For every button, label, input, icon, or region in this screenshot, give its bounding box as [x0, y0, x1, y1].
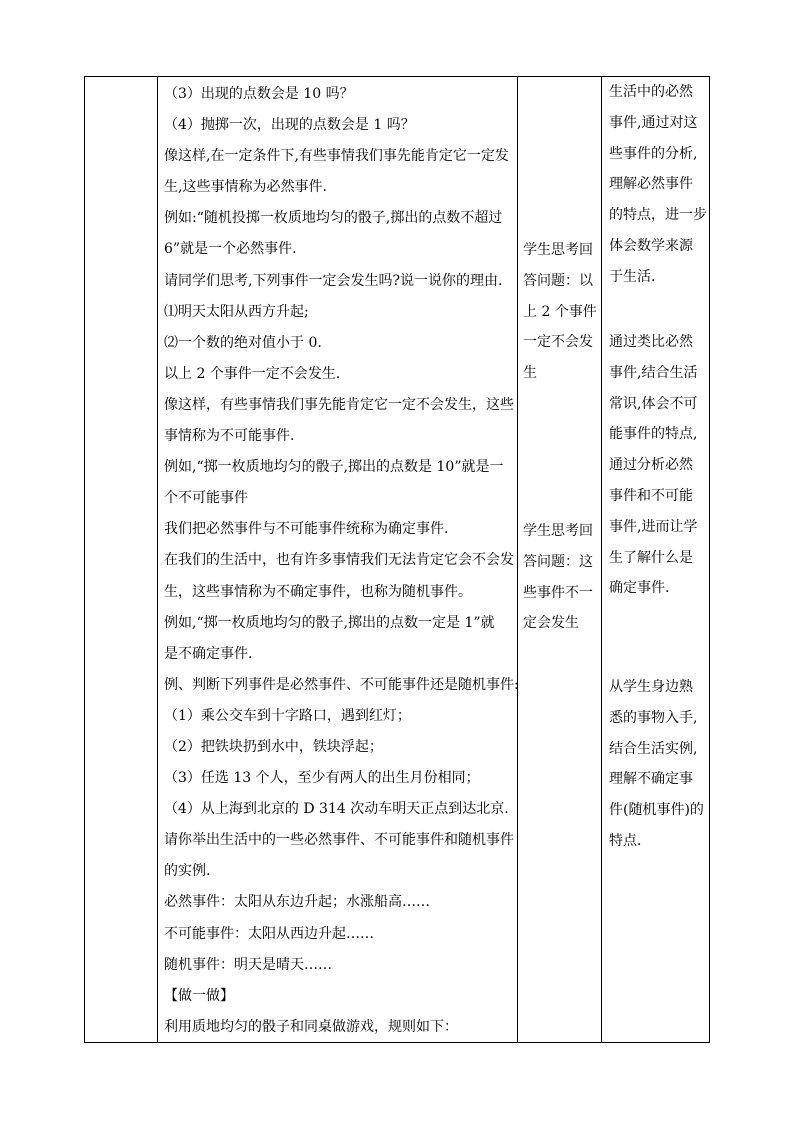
note-line: 生活中的必然 [609, 84, 693, 100]
content-line: 是不确定事件. [164, 645, 253, 662]
note-line: 件(随机事件)的 [609, 802, 704, 819]
content-line: ⑴明天太阳从西方升起; [164, 303, 309, 320]
note-line: 常识,体会不可 [609, 395, 698, 412]
intent-note-1 [609, 77, 707, 293]
content-line: 像这样,在一定条件下,有些事情我们事先能肯定它一定发 [164, 148, 509, 165]
student-activity-column [518, 77, 605, 1042]
note-line: 通过类比必然 [609, 334, 693, 350]
content-line: 随机事件：明天是晴天…… [164, 956, 332, 973]
content-line: 生，这些事情称为不确定事件，也称为随机事件。 [164, 583, 472, 600]
content-line: 6”就是一个必然事件. [164, 241, 297, 258]
student-note-1 [523, 235, 597, 389]
content-line: 在我们的生活中，也有许多事情我们无法肯定它会不会发 [164, 552, 514, 569]
note-line: 事件,通过对这 [609, 114, 698, 131]
note-line: 生 [523, 365, 537, 382]
student-note-2 [523, 516, 593, 639]
content-line: 生,这些事情称为必然事件. [164, 179, 327, 196]
note-line: 事件和不可能 [609, 487, 693, 504]
note-line: 通过分析必然 [609, 457, 693, 474]
note-line: 上 2 个事件 [523, 303, 597, 320]
content-line: 【做一做】 [164, 987, 234, 1004]
content-line: （4）从上海到北京的 D 314 次动车明天正点到达北京. [164, 801, 509, 818]
intent-note-2 [609, 327, 697, 604]
content-line: 请你举出生活中的一些必然事件、不可能事件和随机事件 [164, 832, 514, 849]
lesson-table [84, 76, 710, 1043]
note-line: 生了解什么是 [609, 549, 693, 566]
content-line: 例如,“掷一枚质地均匀的骰子,掷出的点数一定是 1”就 [164, 614, 495, 631]
note-line: 答问题：以 [523, 272, 593, 289]
note-line: 些事件的分析, [609, 145, 698, 162]
note-line: 一定不会发 [523, 334, 593, 351]
note-line: 学生思考回 [523, 242, 593, 258]
note-line: 确定事件. [609, 580, 670, 597]
content-line: （3）出现的点数会是 10 吗？ [164, 86, 354, 102]
content-line: （4）抛掷一次，出现的点数会是 1 吗？ [164, 117, 415, 134]
content-line: 个不可能事件 [164, 490, 248, 507]
note-line: 结合生活实例, [609, 740, 698, 757]
design-intent-column [603, 77, 713, 1042]
teaching-content-column [158, 77, 522, 1042]
note-line: 体会数学来源 [609, 237, 693, 254]
content-line: 以上 2 个事件一定不会发生. [164, 365, 341, 382]
content-line: 像这样，有些事情我们事先能肯定它一定不会发生，这些 [164, 396, 514, 413]
note-line: 能事件的特点, [609, 426, 698, 443]
note-line: 从学生身边熟 [609, 679, 693, 695]
note-line: 理解必然事件 [609, 176, 693, 193]
note-line: 学生思考回 [523, 523, 593, 539]
content-line: 必然事件：太阳从东边升起；水涨船高…… [164, 894, 430, 911]
content-line: 例如,“掷一枚质地均匀的骰子,掷出的点数是 10”就是一 [164, 459, 504, 476]
note-line: 些事件不一 [523, 584, 593, 601]
note-line: 特点. [609, 832, 642, 849]
content-line: （2）把铁块扔到水中，铁块浮起； [164, 738, 383, 755]
note-line: 悉的事物入手, [609, 709, 698, 726]
note-line: 答问题：这 [523, 553, 593, 570]
note-line: 的特点，进一步 [609, 207, 707, 224]
intent-note-3 [609, 672, 704, 857]
note-line: 理解不确定事 [609, 771, 693, 788]
content-line: 利用质地均匀的骰子和同桌做游戏，规则如下： [164, 1018, 458, 1035]
content-line: 请同学们思考,下列事件一定会发生吗?说一说你的理由. [164, 272, 503, 289]
content-line: 不可能事件：太阳从西边升起…… [164, 925, 374, 942]
content-line: 例如:“随机投掷一枚质地均匀的骰子,掷出的点数不超过 [164, 210, 503, 227]
content-line: （3）任选 13 个人，至少有两人的出生月份相同； [164, 770, 480, 787]
note-line: 定会发生 [523, 615, 579, 632]
content-line: 事情称为不可能事件. [164, 428, 295, 445]
content-line: ⑵一个数的绝对值小于 0. [164, 334, 322, 351]
content-line: 的实例. [164, 863, 211, 880]
note-line: 于生活. [609, 268, 656, 285]
content-line: （1）乘公交车到十字路口，遇到红灯； [164, 707, 411, 724]
left-empty-column [85, 77, 157, 1042]
content-line: 例、判断下列事件是必然事件、不可能事件还是随机事件: [164, 676, 519, 693]
note-line: 事件,结合生活 [609, 364, 698, 381]
content-line: 我们把必然事件与不可能事件统称为确定事件. [164, 521, 449, 538]
note-line: 事件,进而让学 [609, 518, 698, 535]
